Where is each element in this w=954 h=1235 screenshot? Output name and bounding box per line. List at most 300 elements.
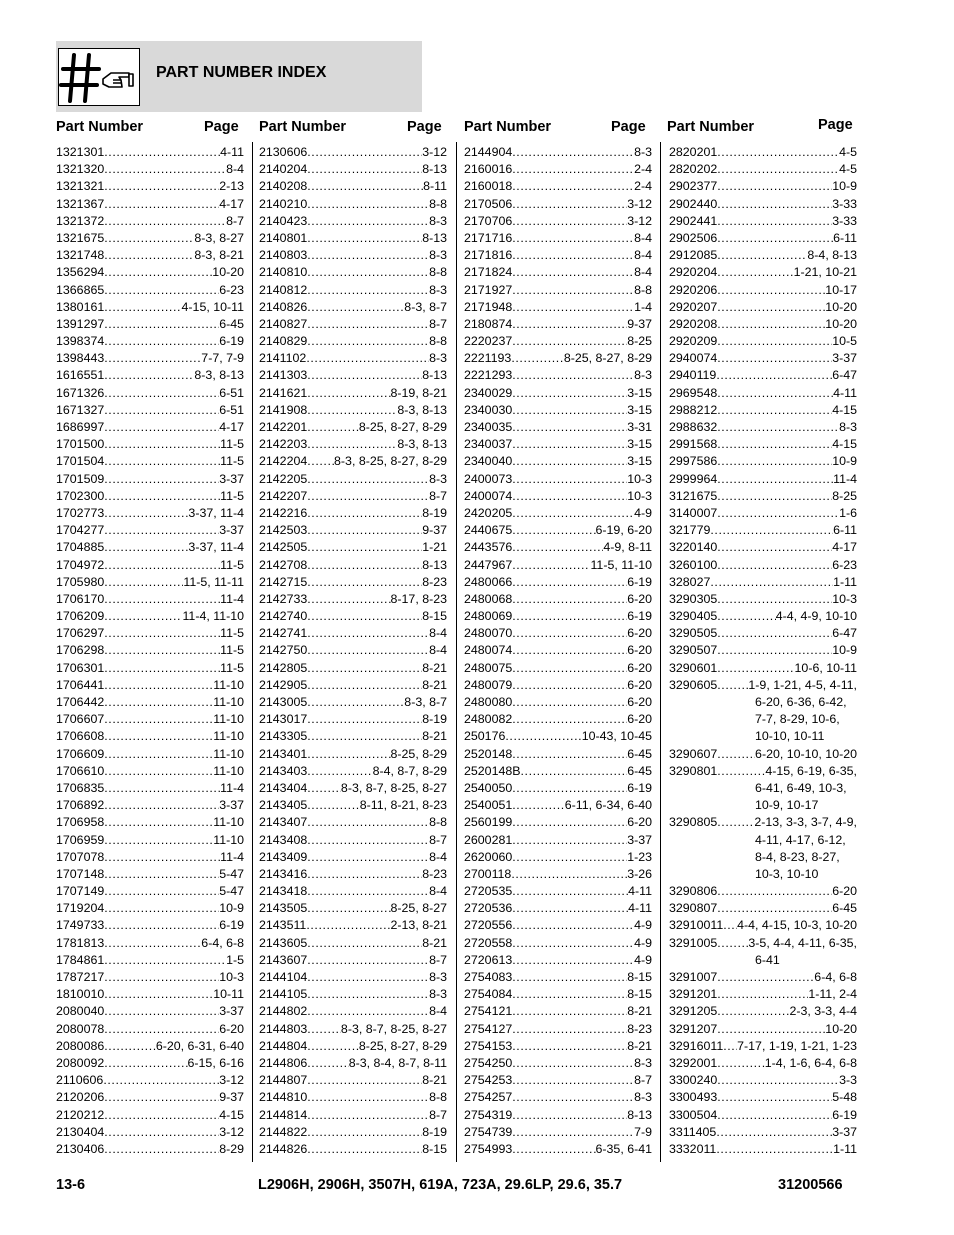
part-number: 3300504 (669, 1107, 718, 1122)
leader-dots (717, 350, 832, 367)
page-reference: 8-3, 8-7, 8-25, 8-27 (340, 1021, 447, 1036)
leader-dots (307, 574, 422, 591)
page-reference: 8-25, 8-27 (390, 901, 447, 916)
leader-dots (717, 900, 832, 917)
index-entry (669, 677, 857, 694)
footer-page-number: 13-6 (56, 1177, 86, 1193)
leader-dots (307, 539, 422, 556)
leader-dots (521, 763, 628, 780)
index-entry (56, 522, 244, 539)
page-reference: 7-17, 1-19, 1-21, 1-23 (737, 1038, 857, 1053)
leader-dots (104, 832, 213, 849)
page-reference: 3-31 (627, 420, 652, 434)
part-number: 2142216 (259, 505, 308, 520)
part-number: 2220237 (464, 334, 513, 349)
part-number: 1706298 (56, 643, 105, 658)
leader-dots (307, 625, 429, 642)
page-reference: 4-15 (219, 1107, 244, 1122)
part-number: 2144803 (259, 1021, 308, 1036)
page-reference: 1-5 (226, 952, 244, 967)
index-entry (464, 917, 652, 934)
index-entry (669, 213, 857, 230)
leader-dots (307, 161, 422, 178)
page-reference: 1-11, 2-4 (808, 987, 857, 1002)
index-entry (669, 436, 857, 453)
part-number: 3290505 (669, 626, 718, 641)
index-entry (56, 402, 244, 419)
leader-dots (512, 900, 628, 917)
leader-dots (512, 625, 627, 642)
page-reference: 11-10 (213, 712, 244, 727)
page-reference: 8-3 (429, 471, 447, 486)
part-number: 1366865 (56, 282, 105, 297)
index-entry (464, 832, 652, 849)
page-reference: 6-20 (627, 677, 652, 692)
leader-dots (512, 814, 627, 831)
part-number: 2080092 (56, 1055, 105, 1070)
part-number: 3290305 (669, 591, 718, 606)
leader-dots (104, 178, 219, 195)
leader-dots (104, 367, 194, 384)
index-entry (56, 917, 244, 934)
part-number: 2140810 (259, 265, 308, 280)
page-reference: 4-11 (628, 884, 652, 899)
page-reference: 10-3 (832, 591, 857, 606)
leader-dots (717, 557, 832, 574)
leader-dots (512, 591, 627, 608)
leader-dots (104, 952, 226, 969)
page-reference: 4-4, 4-9, 10-10 (775, 609, 857, 624)
page-reference: 3-12 (219, 1073, 244, 1088)
index-entry (259, 436, 447, 453)
index-entry (56, 247, 244, 264)
page-reference: 8-3, 8-13 (397, 402, 447, 417)
leader-dots (104, 385, 219, 402)
leader-dots (307, 213, 429, 230)
page-reference: 6-20 (627, 591, 652, 606)
part-number: 1704277 (56, 523, 105, 538)
page-reference: 10-9 (219, 901, 244, 916)
index-entry (259, 591, 447, 608)
index-entry (259, 471, 447, 488)
page-reference: 1-11 (833, 574, 857, 589)
index-entry (669, 178, 857, 195)
part-number: 1704972 (56, 557, 105, 572)
leader-dots (104, 453, 220, 470)
part-number: 2170506 (464, 196, 513, 211)
leader-dots (307, 505, 422, 522)
index-entry (56, 1055, 244, 1072)
leader-dots (307, 591, 390, 608)
page-reference: 6-19 (627, 780, 652, 795)
leader-dots (307, 316, 429, 333)
leader-dots (716, 1141, 833, 1158)
leader-dots (104, 917, 219, 934)
leader-dots (307, 230, 422, 247)
leader-dots (103, 1072, 219, 1089)
page-reference: 3-37 (219, 471, 244, 486)
part-number: 3290507 (669, 643, 718, 658)
index-entry (259, 952, 447, 969)
index-entry (464, 1124, 652, 1141)
index-entry (259, 247, 447, 264)
leader-dots (512, 333, 627, 350)
part-number: 2140423 (259, 213, 308, 228)
part-number: 2144810 (259, 1090, 308, 1105)
index-entry (464, 694, 652, 711)
part-number: 32910011 (669, 918, 724, 933)
page-reference: 8-3, 8-7, 8-25, 8-27 (340, 780, 447, 795)
part-number: 2142750 (259, 643, 308, 658)
leader-dots (104, 642, 220, 659)
index-entry (464, 161, 652, 178)
page-reference: 3-12 (219, 1124, 244, 1139)
index-entry (259, 488, 447, 505)
page-reference: 6-15, 6-16 (187, 1055, 244, 1070)
part-number: 1706442 (56, 695, 105, 709)
leader-dots (511, 350, 564, 367)
leader-dots (717, 178, 832, 195)
part-number: 2480075 (464, 660, 513, 675)
leader-dots (307, 711, 422, 728)
part-number: 2902506 (669, 230, 718, 245)
page-reference: 1-21, 10-21 (793, 265, 857, 280)
page-reference: 11-5 (220, 626, 244, 641)
leader-dots (104, 883, 219, 900)
page-reference: 6-19 (832, 1107, 857, 1122)
leader-dots (104, 299, 181, 316)
leader-dots (307, 763, 372, 780)
page-reference: 8-15 (627, 970, 652, 984)
leader-dots (104, 591, 220, 608)
index-entry (259, 728, 447, 745)
leader-dots (512, 677, 627, 694)
leader-dots (512, 178, 634, 195)
leader-dots (512, 299, 634, 316)
leader-dots (717, 986, 808, 1003)
leader-dots (104, 1021, 219, 1038)
part-number: 2142207 (259, 488, 308, 503)
index-entry (464, 711, 652, 728)
page-reference: 1-4, 1-6, 6-4, 6-8 (764, 1055, 857, 1070)
leader-dots (307, 797, 360, 814)
page-reference: 6-20 (832, 884, 857, 899)
leader-dots (104, 746, 213, 763)
page-reference: 8-25 (627, 334, 652, 349)
index-entry (259, 660, 447, 677)
page-reference: 11-10 (213, 695, 244, 709)
page-reference: 8-25 (832, 488, 857, 503)
part-number: 2820201 (669, 145, 718, 159)
part-number: 1706959 (56, 832, 105, 847)
index-entry (669, 161, 857, 178)
part-number: 1707149 (56, 884, 105, 899)
index-entry (464, 746, 652, 763)
leader-dots (717, 333, 832, 350)
index-entry (669, 1055, 857, 1072)
leader-dots (717, 264, 793, 281)
index-entry (464, 608, 652, 625)
leader-dots (104, 436, 220, 453)
part-number: 2620060 (464, 849, 513, 864)
page-reference: 11-5, 11-10 (590, 557, 652, 572)
page-reference: 3-3 (839, 1073, 857, 1088)
page-reference: 10-3 (219, 970, 244, 984)
index-entry (259, 333, 447, 350)
index-entry (464, 402, 652, 419)
index-entry (464, 900, 652, 917)
part-number: 3290605 (669, 677, 718, 692)
leader-dots (717, 746, 755, 763)
part-number: 1702300 (56, 488, 105, 503)
part-number: 2144104 (259, 970, 308, 984)
page-reference: 5-47 (219, 866, 244, 881)
index-entry (56, 608, 244, 625)
part-number: 3290805 (669, 815, 718, 830)
part-number: 1701504 (56, 454, 105, 469)
page-reference-continued: 10-3, 10-10 (755, 866, 819, 881)
index-entry (259, 625, 447, 642)
part-number: 2140204 (259, 162, 308, 177)
part-number: 2140803 (259, 248, 308, 263)
leader-dots (717, 1055, 764, 1072)
index-entry (669, 367, 857, 384)
leader-dots (104, 1124, 219, 1141)
leader-dots (717, 1072, 839, 1089)
leader-dots (717, 608, 775, 625)
leader-dots (512, 471, 627, 488)
leader-dots (512, 660, 627, 677)
page-reference: 5-47 (219, 884, 244, 899)
leader-dots (307, 969, 429, 986)
leader-dots (512, 264, 634, 281)
page-reference: 8-15 (422, 1141, 447, 1156)
page-reference: 3-37 (219, 798, 244, 813)
part-number: 1321367 (56, 196, 105, 211)
leader-dots (717, 471, 833, 488)
page-reference: 8-21 (422, 729, 447, 744)
page-reference: 10-20 (825, 1021, 857, 1036)
leader-dots (307, 1124, 422, 1141)
leader-dots (717, 213, 832, 230)
page-reference: 1-6 (839, 505, 857, 520)
page-reference: 8-3, 8-7 (404, 695, 447, 709)
page-reference: 8-25, 8-29 (390, 746, 447, 761)
part-number: 1706170 (56, 591, 105, 606)
leader-dots (307, 1038, 359, 1055)
page-reference: 6-45 (832, 901, 857, 916)
index-entry (464, 642, 652, 659)
index-entry (56, 969, 244, 986)
page-reference: 6-20 (627, 643, 652, 658)
index-entry (464, 849, 652, 866)
page-reference: 8-19 (422, 1124, 447, 1139)
index-entry (669, 522, 857, 539)
index-entry (464, 1072, 652, 1089)
leader-dots (717, 969, 814, 986)
part-number: 2480080 (464, 695, 513, 709)
part-number: 1706297 (56, 626, 105, 641)
index-entry (464, 986, 652, 1003)
part-number: 1719204 (56, 901, 105, 916)
leader-dots (717, 419, 839, 436)
page-reference: 8-19 (422, 712, 447, 727)
page-reference: 1-9, 1-21, 4-5, 4-11, (748, 677, 857, 692)
page-reference: 6-23 (219, 282, 244, 297)
part-number: 2140826 (259, 299, 308, 314)
page-reference: 3-37 (832, 351, 857, 366)
page-reference: 4-5 (839, 162, 857, 177)
index-entry (669, 1072, 857, 1089)
part-number: 2720536 (464, 901, 513, 916)
leader-dots (104, 780, 220, 797)
part-number: 2180874 (464, 316, 513, 331)
index-entry (259, 453, 447, 470)
page-reference: 6-19 (627, 609, 652, 624)
part-number: 2221193 (464, 351, 512, 366)
leader-dots (307, 866, 422, 883)
index-entry (464, 367, 652, 384)
index-entry (56, 746, 244, 763)
leader-dots (104, 488, 220, 505)
index-entry (464, 264, 652, 281)
page-reference: 8-21 (422, 1073, 447, 1088)
leader-dots (307, 814, 429, 831)
index-entry (669, 1038, 857, 1055)
leader-dots (307, 1003, 429, 1020)
index-entry (464, 728, 652, 745)
index-entry (669, 935, 857, 952)
page-reference: 8-13 (422, 230, 447, 245)
page-reference: 6-4, 6-8 (814, 970, 857, 984)
leader-dots (512, 780, 627, 797)
page-reference: 6-20 (627, 660, 652, 675)
part-number: 2143405 (259, 798, 308, 813)
leader-dots (512, 1107, 627, 1124)
index-entry (56, 1003, 244, 1020)
page-reference: 2-3, 3-3, 4-4 (789, 1004, 857, 1019)
leader-dots (717, 677, 748, 694)
part-number: 2143404 (259, 780, 308, 795)
leader-dots (104, 350, 201, 367)
page-reference: 6-20 (627, 626, 652, 641)
page-reference: 4-15 (832, 402, 857, 417)
page-reference: 3-12 (627, 213, 652, 228)
part-number: 1321372 (56, 213, 105, 228)
index-entry (56, 213, 244, 230)
leader-dots (104, 316, 219, 333)
part-number: 3121675 (669, 488, 718, 503)
index-entry (464, 385, 652, 402)
part-number: 2141303 (259, 368, 308, 383)
leader-dots (307, 282, 429, 299)
part-number: 3300493 (669, 1090, 718, 1105)
index-entry (669, 900, 857, 917)
page-reference: 8-3 (429, 970, 447, 984)
index-entry (259, 780, 447, 797)
index-entry (464, 522, 652, 539)
page-reference: 8-4 (429, 626, 447, 641)
part-number: 2142204 (259, 454, 308, 469)
leader-dots (104, 196, 219, 213)
index-entry (464, 247, 652, 264)
index-entry (56, 350, 244, 367)
page-reference: 1-11 (833, 1141, 857, 1156)
index-entry (669, 557, 857, 574)
index-entry (259, 1089, 447, 1106)
part-number: 2340040 (464, 454, 513, 469)
leader-dots (104, 866, 219, 883)
leader-dots (717, 642, 832, 659)
page-reference: 11-4 (220, 780, 244, 795)
part-number: 2754319 (464, 1107, 513, 1122)
leader-dots (717, 814, 754, 831)
index-entry (259, 402, 447, 419)
page-reference: 8-3, 8-21 (194, 248, 244, 263)
part-number: 1356294 (56, 265, 105, 280)
index-entry (669, 591, 857, 608)
page-reference: 6-19, 6-20 (595, 523, 652, 538)
index-entry (259, 1141, 447, 1158)
leader-dots (307, 419, 359, 436)
index-entry (464, 1055, 652, 1072)
part-number: 3291207 (669, 1021, 718, 1036)
leader-dots (104, 557, 220, 574)
index-entry (464, 952, 652, 969)
page-reference: 9-37 (627, 316, 652, 331)
column-divider (252, 142, 253, 1162)
index-entry (464, 866, 652, 883)
leader-dots (512, 402, 627, 419)
index-entry (56, 866, 244, 883)
leader-dots (104, 900, 219, 917)
part-number: 1705980 (56, 574, 105, 589)
page-reference: 8-3, 8-13 (397, 437, 447, 452)
part-number: 2720556 (464, 918, 513, 933)
leader-dots (104, 419, 219, 436)
page-reference: 8-7 (429, 1107, 447, 1122)
part-number: 2171824 (464, 265, 513, 280)
page-reference: 11-5 (220, 660, 244, 675)
page-reference: 11-4, 11-10 (182, 609, 244, 624)
leader-dots (512, 1021, 627, 1038)
part-number: 2120212 (56, 1107, 105, 1122)
part-number: 2143407 (259, 815, 308, 830)
leader-dots (104, 625, 220, 642)
part-number: 2142203 (259, 437, 308, 452)
part-number: 2969548 (669, 385, 718, 400)
column-divider (456, 142, 457, 1162)
part-number: 3290806 (669, 884, 718, 899)
part-number: 2920208 (669, 316, 718, 331)
part-number: 2912085 (669, 248, 718, 263)
page-reference: 10-9 (832, 179, 857, 194)
part-number: 1706441 (56, 677, 105, 692)
page-reference: 6-45 (627, 763, 652, 778)
index-entry (259, 763, 447, 780)
leader-dots (717, 299, 825, 316)
part-number: 2440675 (464, 523, 513, 538)
leader-dots (306, 350, 429, 367)
leader-dots (104, 230, 194, 247)
part-number: 1787217 (56, 970, 105, 984)
page-reference: 3-37 (219, 1004, 244, 1019)
leader-dots (104, 1055, 187, 1072)
leader-dots (104, 471, 219, 488)
leader-dots (717, 883, 832, 900)
page-reference: 10-43, 10-45 (581, 729, 652, 744)
part-number: 2142503 (259, 523, 308, 538)
